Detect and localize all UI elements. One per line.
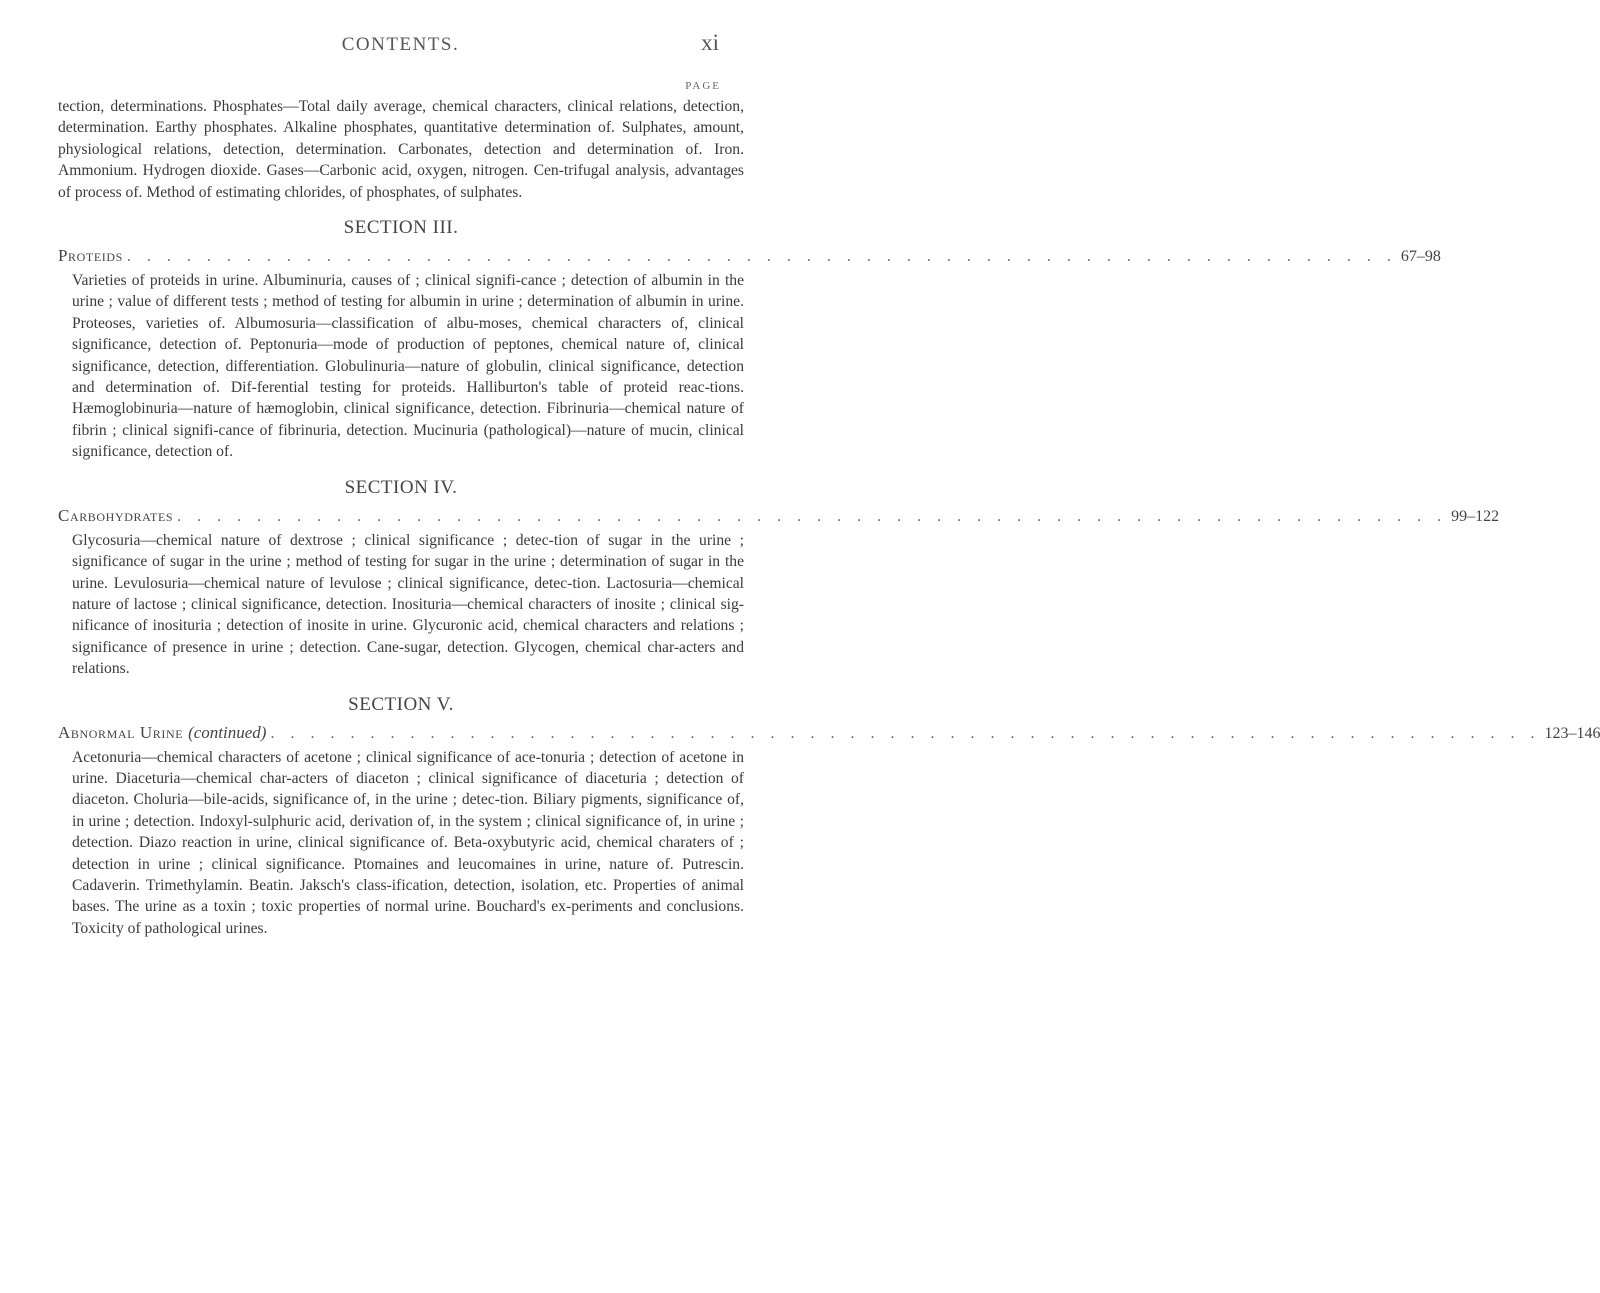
section-block-iv [58, 476, 1500, 680]
page-range: 67–98 [1400, 248, 1441, 266]
folio: xi [701, 30, 719, 55]
dot-leader: . . . . . . . . . . . . . . . . . . . . . . . . . . . . . . . . . . . . . . . . . . . . . . . . . . . . . . . . . . . . . . . . [126, 248, 1397, 266]
toc-entry[interactable] [58, 722, 1600, 745]
entry-title: Carbohydrates [58, 505, 174, 525]
running-head: CONTENTS. [341, 34, 460, 55]
entry-title-text: Abnormal Urine [58, 722, 184, 742]
section-heading: SECTION IV. [344, 476, 458, 498]
section-description: Varieties of proteids in urine. Albuminuria, causes of ; clinical signifi-cance ; detection of albumin in the urine ; value of different tests ; method of testing for albumin in urine ; determination of albumin in urine. Proteoses, varieties of. Albumosuria—classification of albu-moses, chemical characters of, clinical significance, detection of. Peptonuria—mode of production of peptones, chemical nature of, clinical significance, detection, differentiation. Globulinuria—nature of globulin, clinical significance, detection and determination of. Dif-ferential testing for proteids. Halliburton's table of proteid reac-tions. Hæmoglobinuria—nature of hæmoglobin, clinical significance, detection. Fibrinuria—chemical nature of fibrin ; clinical signifi-cance of fibrinuria, detection. Mucinuria (pathological)—nature of mucin, clinical significance, detection of. [72, 272, 744, 461]
section-block-v [58, 693, 1600, 940]
dot-leader: . . . . . . . . . . . . . . . . . . . . . . . . . . . . . . . . . . . . . . . . . . . . . . . . . . . . . . . . . . . . . . . . [270, 724, 1541, 742]
section-description: Acetonuria—chemical characters of acetone ; clinical significance of ace-tonuria ; detection of acetone in urine. Diaceturia—chemical char-acters of diaceton ; clinical significance of diaceturia ; detection of diaceton. Choluria—bile-acids, significance of, in the urine ; detec-tion. Biliary pigments, significance of, in urine ; detection. Indoxyl-sulphuric acid, derivation of, in the system ; clinical significance of, in urine ; detection. Diazo reaction in urine, clinical significance of. Beta-oxybutyric acid, chemical charaters of ; detection in urine ; clinical significance. Ptomaines and leucomaines in urine, nature of. Putrescin. Cadaverin. Trimethylamin. Beatin. Jaksch's class-ification, detection, isolation, etc. Properties of animal bases. The urine as a toxin ; toxic properties of normal urine. Bouchard's ex-periments and conclusions. Toxicity of pathological urines. [72, 748, 744, 937]
page-range: 99–122 [1451, 507, 1500, 525]
intro-paragraph: tection, determinations. Phosphates—Total daily average, chemical characters, clinical relations, detection, determination. Earthy phosphates. Alkaline phosphates, quantitative determination of. Sulphates, amount, physiological relations, detection, determination. Carbonates, detection and determination of. Iron. Ammonium. Hydrogen dioxide. Gases—Carbonic acid, oxygen, nitrogen. Cen-trifugal analysis, advantages of process of. Method of estimating chlorides, of phosphates, of sulphates. [58, 98, 744, 201]
section-heading: SECTION V. [348, 693, 454, 715]
entry-title-note: (continued) [188, 722, 267, 742]
toc-entry[interactable] [58, 245, 1441, 268]
section-description: Glycosuria—chemical nature of dextrose ; clinical significance ; detec-tion of sugar in the urine ; significance of sugar in the urine ; method of testing for sugar in the urine ; determination of sugar in the urine. Levulosuria—chemical nature of levulose ; clinical significance, detec-tion. Lactosuria—chemical nature of lactose ; clinical significance, detection. Inosituria—chemical characters of inosite ; clinical sig-nificance of inosituria ; detection of inosite in urine. Glycuronic acid, chemical characters and relations ; significance of presence in urine ; detection. Cane-sugar, detection. Glycogen, chemical char-acters and relations. [72, 531, 744, 678]
entry-title: Proteids [58, 246, 123, 266]
section-block-iii [58, 217, 1441, 463]
entry-title [58, 722, 266, 744]
contents-body [58, 96, 1600, 939]
page-column-label: PAGE [685, 80, 721, 92]
toc-entry[interactable] [58, 505, 1500, 528]
dot-leader: . . . . . . . . . . . . . . . . . . . . . . . . . . . . . . . . . . . . . . . . . . . . . . . . . . . . . . . . . . . . . . . . [177, 507, 1448, 525]
section-heading: SECTION III. [343, 217, 459, 239]
page-range: 123–146 [1544, 724, 1600, 742]
